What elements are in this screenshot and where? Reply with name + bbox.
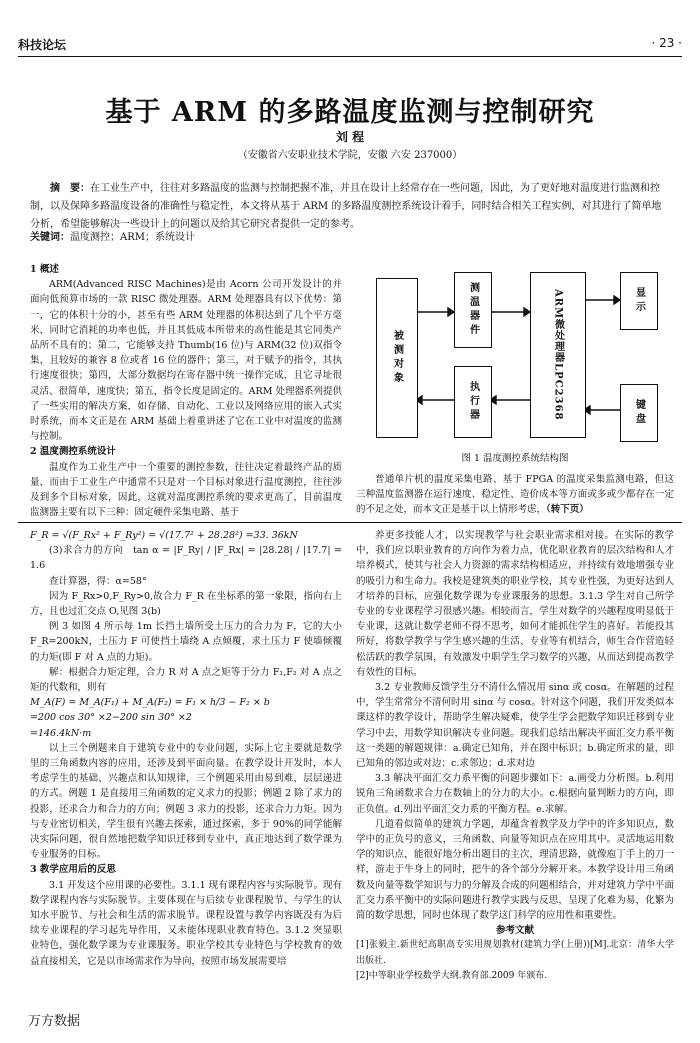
quadrant-text: 因为 F_Rx>0,F_Ry>0,故合力 F_R 在坐标系的第一象限，指向右上方，且也过汇交点 O,见图 3(b) (30, 590, 342, 618)
abstract-label: 摘 要： (50, 183, 90, 194)
mcu-box: ARM微处理器LPC2368 (530, 272, 586, 438)
column-4-paragraph-3: 3.3 解决平面汇交力系平衡的问题步骤如下：a.画受力分析图。b.利用锐角三角函数求合力在数轴上的分力的大小。c.根据向量判断力的方向，即正负值。d.列出平面汇交力系的平衡方程。e.求解。 (356, 773, 674, 815)
solution-text: 解：根据合力矩定理，合力 R 对 A 点之矩等于分力 F₁,F₂ 对 A 点之矩的代数和，则有 (30, 666, 342, 694)
controlled-object-box: 被测对象 (376, 278, 418, 438)
column-4-paragraph-1: 养更多技能人才，以实现教学与社会职业需求相对接。在实际的教学中，我们应以职业教育的方向作为着力点，优化职业教育的层次结构和人才培养模式，使其与社会人力资源的需求结构相适应，并持续有效地增强专业的吸引力和生命力。我校是建筑类的职业学校，其专业性强，为更好达到人才培养的目标，应强化数学课为专业课服务的思想。3.1.3 学生对自己所学专业的专业课程学习很感兴趣。相较而言，学生对数学的兴趣程度明显低于专业课，这就让数学老师不得不思考，如何才能抓住学生的喜好。若能投其所好，将数学教学与学生感兴趣的生活、专业等有机结合，师生合作营造轻松活跃的教学氛围，有效激发中职学生学习数学的兴趣，从而达到提高教学有效性的目标。 (356, 530, 674, 678)
formula-moment-calc: =200 cos 30° ×2−200 sin 30° ×2 (30, 712, 192, 724)
abstract (30, 180, 670, 234)
column-2 (356, 472, 674, 518)
actuator-box: 执行器 (454, 366, 492, 438)
reference-1: [1]张毅主.新世纪高职高专实用规划教材(建筑力学(上册))[M].北京：清华大学出版社. (356, 940, 674, 966)
running-header (18, 36, 682, 54)
column-4 (356, 528, 674, 984)
keywords-label: 关键词： (30, 232, 70, 243)
section-1-heading: 1 概述 (30, 264, 59, 275)
examples-summary: 以上三个例题来自于建筑专业中的专业问题，实际上它主要就是数学里的三角函数内容的应用，还涉及到平面向量。在教学设计开发时，本人考虑学生的基础、兴趣点和认知规律，三个例题采用由易到难，层层递进的方式。例题 1 是直接用三角函数的定义求力的投影；例题 2 除了求力的投影，还求合力和合力的方向；例题 3 求力的投影，还求合力力矩。因为与专业密切相关，学生很有兴趣去探索，通过探索，多于 90%的同学能解决实际问题，很自然地把数学知识迁移到专业中，真正地达到了数学课为专业服务的目标。 (30, 742, 342, 861)
section-3-paragraph: 3.1 开发这个应用课的必要性。3.1.1 现有课程内容与实际脱节。现有数学课程内容与实际脱节。主要体现在与后续专业课程脱节、与学生的认知水平脱节、与社会和生活的需求脱节。课程设置与教学内容既没有为后续专业课程的学习起先导作用，又未能体现职业教育特色。3.1.2 突显职业特色，强化数学课为专业课服务。职业学校其专业特色与学校教育的效益直接相关，它是以市场需求作为导向，按照市场发展需要培 (30, 879, 342, 967)
header-rule (18, 56, 682, 57)
column-2-text: 普通单片机的温度采集电路、基于 FPGA 的温度采集监测电路，但这三种温度监测器在运行速度、稳定性、造价成本等方面或多或少都存在一定的不足之处，而本文正是基于以上情形考虑， (356, 474, 674, 516)
column-4-paragraph-4: 几道看似简单的建筑力学题，却蕴含着教学及力学中的许多知识点，数学中的正负号的意义，三角函数、向量等知识点在应用其中。灵活地运用数学的知识点，能很好地分析出题目的主次，理清思路，就像庖丁手上的刀一样，游走于牛身上的同时，把牛的各个部分分解开来。本教学设计用三角函数及向量等数学知识与力的分解及合成的问题相结合，并对建筑力学中平面汇交力系平衡中的实际问题进行教学实践与反思，呈现了化难为易，化繁为简的数学思想，同时也体现了数学这门科学的应用性和重要性。 (356, 818, 674, 922)
direction-text: (3)求合力的方向 tan α = |F_Ry| / |F_Rx| = |28.28| / |17.7| = 1.6 (30, 545, 342, 572)
column-3 (30, 528, 342, 969)
sensor-box: 测温器件 (454, 272, 492, 348)
references-title: 参考文献 (495, 925, 534, 937)
author: 刘 程 (335, 130, 365, 144)
keywords (30, 228, 670, 243)
column-1 (30, 262, 342, 520)
formula-moment-result: =146.4kN·m (30, 727, 92, 739)
page-number: · 23 · (651, 36, 682, 50)
lower-rule (18, 522, 682, 523)
formula-moment: M_A(F) = M_A(F₁) + M_A(F₂) = F₁ × h/3 − F₂ × b (30, 697, 270, 709)
abstract-text: 在工业生产中，往往对多路温度的监测与控制把握不准，并且在设计上经常存在一些问题，因此，为了更好地对温度进行监测和控制，以及保障多路温度设备的准确性与稳定性，本文将从基于 ARM 的多路温度测控系统设计着手，同时结合相关工程实例，对其进行了简单地分析，希望能够解决一些设计上的问题以及给其它研究者提供一定的参考。 (30, 183, 662, 230)
formula-resultant: F_R = √(F_Rx² + F_Ry²) = √(17.7² + 28.28²) =33. 36kN (30, 530, 298, 541)
example-3-text: 例 3 如图 4 所示每 1m 长挡土墙所受土压力的合力为 F，它的大小 F_R=200kN，土压力 F 可使挡土墙绕 A 点倾覆，求土压力 F 使墙倾覆的力矩(即 F 对 A 点的力矩)。 (30, 621, 342, 663)
reference-2: [2]中等职业学校数学大纲.教育部.2009 年颁布. (356, 970, 548, 981)
section-2-paragraph: 温度作为工业生产中一个重要的测控参数，往往决定着最终产品的质量，而由于工业生产中通常不只是对一个目标对象进行温度测控，往往涉及到多个目标对象，因此，这就对温度测控系统的要求更高了，目前温度监测器主要有以下三种：固定硬件采集电路、基于 (30, 461, 342, 519)
source-watermark: 万方数据 (28, 1014, 81, 1029)
section-3-heading: 3 教学应用后的反思 (30, 864, 116, 876)
section-1-paragraph: ARM(Advanced RISC Machines)是由 Acorn 公司开发设计的并面向低预算市场的一款 RISC 微处理器。ARM 处理器具有以下优势：第一，它的体积十分的小，甚至有些 ARM 处理器的体积达到了几个平方毫米，同时它消耗的功率也低，并且其低成本所带来的高性能是其它同类产品所不具有的；第二，它能够支持 Thumb(16 位)与 ARM(32 位)双指令集，且较好的兼容 8 位或者 16 位的器件；第三，对于赋予的指令，其执行速度很快；第四，大部分数据均在寄存器中统一操作完成，且它寻址很灵活、很简单，速度快；第五，指令长度是固定的。ARM 处理器系列提供了一些实用的解决方案，如存储、自动化、工业以及网络应用的嵌入式实时系统，而本文正是在 ARM 基础上着重讲述了它在工业中对温度的监测与控制。 (30, 279, 342, 443)
article-title: 基于 ARM 的多路温度监测与控制研究 (105, 97, 595, 128)
figure-caption: 图 1 温度测控系统结构图 (461, 453, 569, 464)
system-diagram (356, 262, 674, 452)
continued-note: （转下页） (546, 504, 589, 516)
affiliation: （安徽省六安职业技术学院，安徽 六安 237000） (237, 150, 463, 161)
keywords-text: 温度测控；ARM；系统设计 (70, 232, 195, 243)
section-2-heading: 2 温度测控系统设计 (30, 446, 116, 458)
display-box: 显示 (620, 272, 658, 330)
column-4-paragraph-2: 3.2 专业教师反馈学生分不清什么情况用 sinα 或 cosα。在解题的过程中，学生常常分不清何时用 sinα 与 cosα。针对这个问题，我们开发类似本课这样的教学设计，帮助学生解决疑难，使学生学会把数学知识迁移到专业学习中去，用数学知识解决专业问题。现我们总结出解决平面汇交力系平衡这一类题的解题规律：a.确定已知角，并在图中标识；b.确定所求的量，即已知角的邻边或对边；c.求邻边；d.求对边 (356, 682, 674, 770)
journal-section: 科技论坛 (18, 38, 67, 52)
keyboard-box: 键盘 (620, 384, 658, 442)
column-2-paragraph (356, 472, 674, 518)
calculator-text: 查计算器，得：α=58° (49, 575, 147, 587)
